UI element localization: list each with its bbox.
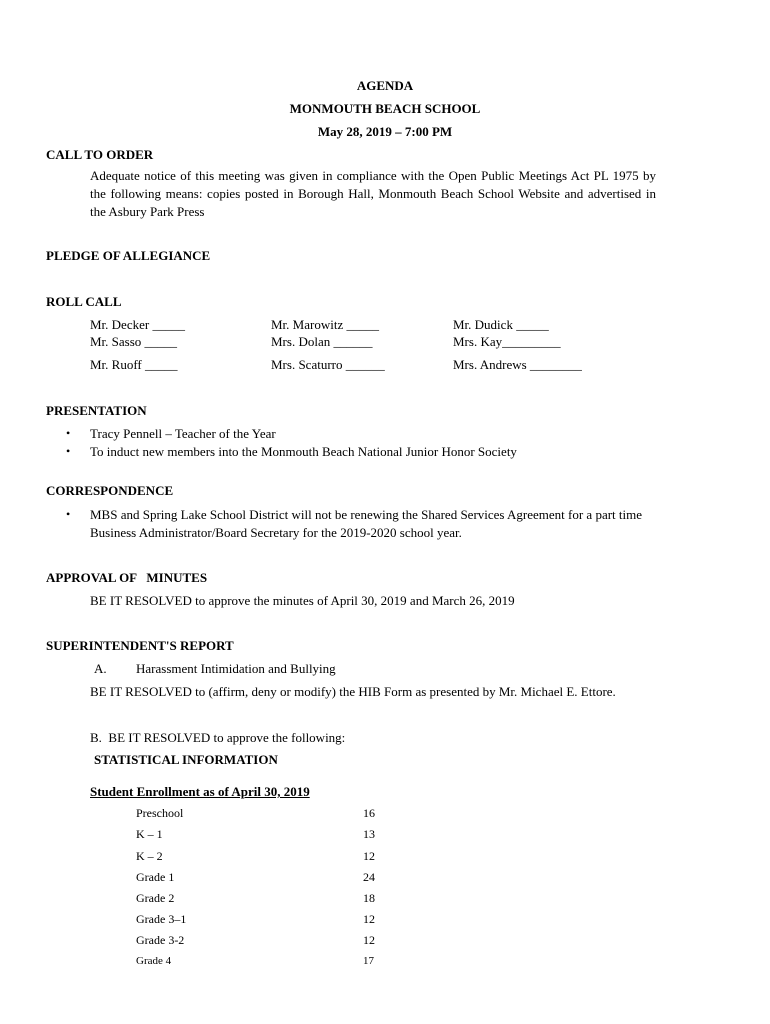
notice-paragraph: Adequate notice of this meeting was given in compliance with the Open Public Meetings Act PL 1975 by the following means: copies posted in Borough Hall, Monmouth Beach School Website and advertised in the Asbury Park Press bbox=[90, 168, 656, 219]
presentation-item: Tracy Pennell – Teacher of the Year bbox=[90, 426, 276, 441]
roll-call-member: Mr. Marowitz _____ bbox=[271, 317, 379, 332]
roll-call-member: Mrs. Kay_________ bbox=[453, 334, 561, 349]
enrollment-grade: Preschool bbox=[136, 806, 184, 820]
enrollment-grade: Grade 2 bbox=[136, 891, 175, 905]
bullet-icon: • bbox=[66, 426, 71, 440]
enrollment-count: 12 bbox=[363, 912, 375, 926]
enrollment-grade: Grade 3-2 bbox=[136, 933, 185, 947]
roll-call-member: Mr. Decker _____ bbox=[90, 317, 185, 332]
enrollment-grade: K – 2 bbox=[136, 849, 163, 863]
presentation-heading: PRESENTATION bbox=[46, 403, 147, 418]
roll-call-member: Mrs. Andrews ________ bbox=[453, 357, 582, 372]
statistical-heading: STATISTICAL INFORMATION bbox=[94, 752, 278, 767]
correspondence-item: MBS and Spring Lake School District will not be renewing the Shared Services Agreement for a part time Business Administrator/Board Secretary for the 2019-2020 school year. bbox=[90, 507, 643, 540]
enrollment-grade: K – 1 bbox=[136, 827, 163, 841]
presentation-item: To induct new members into the Monmouth Beach National Junior Honor Society bbox=[90, 444, 517, 459]
agenda-title: AGENDA bbox=[356, 78, 414, 93]
minutes-resolution: BE IT RESOLVED to approve the minutes of April 30, 2019 and March 26, 2019 bbox=[90, 593, 515, 608]
hib-resolution: BE IT RESOLVED to (affirm, deny or modify) the HIB Form as presented by Mr. Michael E. Ettore. bbox=[90, 684, 616, 699]
item-b-resolution: B. BE IT RESOLVED to approve the following: bbox=[90, 730, 346, 745]
enrollment-grade: Grade 3–1 bbox=[136, 912, 187, 926]
enrollment-heading: Student Enrollment as of April 30, 2019 bbox=[90, 784, 310, 799]
roll-call-member: Mrs. Scaturro ______ bbox=[271, 357, 385, 372]
correspondence-heading: CORRESPONDENCE bbox=[46, 483, 174, 498]
bullet-icon: • bbox=[66, 507, 71, 521]
call-to-order-heading: CALL TO ORDER bbox=[46, 147, 154, 162]
superintendent-heading: SUPERINTENDENT'S REPORT bbox=[46, 638, 234, 653]
roll-call-member: Mr. Ruoff _____ bbox=[90, 357, 178, 372]
enrollment-count: 16 bbox=[363, 806, 375, 820]
roll-call-member: Mr. Sasso _____ bbox=[90, 334, 178, 349]
enrollment-count: 12 bbox=[363, 849, 375, 863]
roll-call-heading: ROLL CALL bbox=[46, 294, 122, 309]
enrollment-count: 17 bbox=[363, 955, 374, 967]
pledge-heading: PLEDGE OF ALLEGIANCE bbox=[46, 248, 211, 263]
enrollment-grade: Grade 4 bbox=[136, 955, 172, 967]
enrollment-count: 13 bbox=[363, 827, 375, 841]
roll-call-member: Mr. Dudick _____ bbox=[453, 317, 549, 332]
enrollment-grade: Grade 1 bbox=[136, 870, 175, 884]
enrollment-count: 24 bbox=[363, 870, 375, 884]
minutes-heading: APPROVAL OF MINUTES bbox=[46, 570, 208, 585]
item-a-letter: A. bbox=[94, 661, 107, 676]
bullet-icon: • bbox=[66, 444, 71, 458]
meeting-date: May 28, 2019 – 7:00 PM bbox=[317, 124, 453, 139]
school-name: MONMOUTH BEACH SCHOOL bbox=[289, 101, 481, 116]
roll-call-member: Mrs. Dolan ______ bbox=[271, 334, 373, 349]
enrollment-count: 18 bbox=[363, 891, 375, 905]
enrollment-count: 12 bbox=[363, 933, 375, 947]
item-a-title: Harassment Intimidation and Bullying bbox=[136, 661, 336, 676]
